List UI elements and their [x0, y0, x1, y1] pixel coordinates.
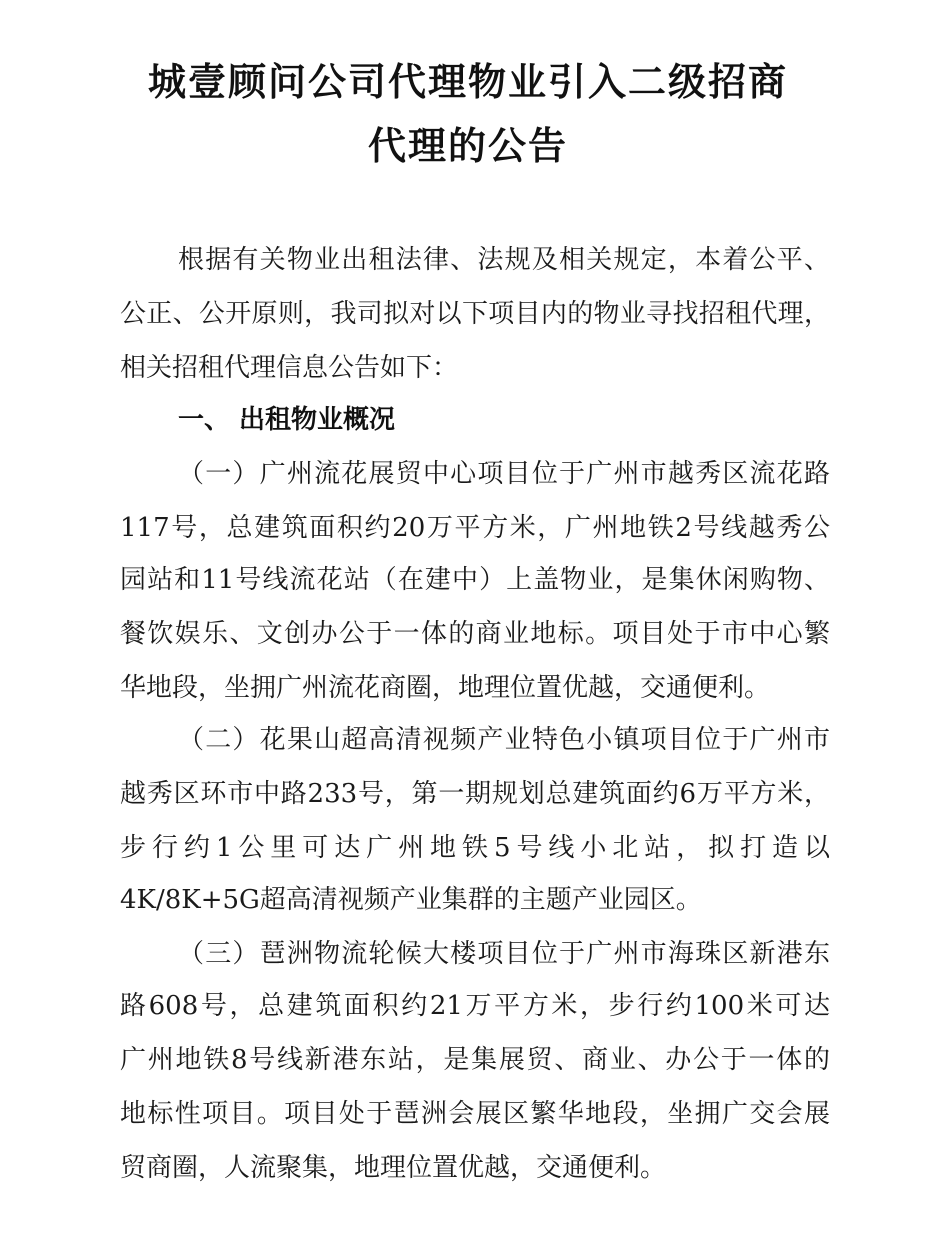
item2-line-4: 4K/8K+5G超高清视频产业集群的主题产业园区。 — [120, 885, 702, 915]
item3-line-5: 贸商圈，人流聚集，地理位置优越，交通便利。 — [120, 1153, 667, 1183]
item2-line-2: 越秀区环市中路233号，第一期规划总建筑面约6万平方米， — [120, 779, 830, 809]
item2-line-3: 步行约1公里可达广州地铁5号线小北站，拟打造以 — [120, 833, 830, 863]
item1-line-4: 餐饮娱乐、文创办公于一体的商业地标。项目处于市中心繁 — [120, 619, 830, 649]
item1-line-5: 华地段，坐拥广州流花商圈，地理位置优越，交通便利。 — [120, 673, 771, 703]
item1-line-3: 园站和11号线流花站（在建中）上盖物业，是集休闲购物、 — [120, 565, 830, 595]
item1-line-1: （一）广州流花展贸中心项目位于广州市越秀区流花路 — [178, 459, 830, 489]
item1-line-2: 117号，总建筑面积约20万平方米，广州地铁2号线越秀公 — [120, 513, 830, 543]
item3-line-1: （三）琶洲物流轮候大楼项目位于广州市海珠区新港东 — [178, 939, 830, 969]
section-heading-overview: 一、 出租物业概况 — [178, 405, 396, 435]
item3-line-3: 广州地铁8号线新港东站，是集展贸、商业、办公于一体的 — [120, 1045, 830, 1075]
document-title-line-1: 城壹顾问公司代理物业引入二级招商 — [147, 60, 788, 104]
intro-line-1: 根据有关物业出租法律、法规及相关规定，本着公平、 — [178, 245, 830, 275]
intro-line-2: 公正、公开原则，我司拟对以下项目内的物业寻找招租代理， — [120, 299, 830, 329]
item3-line-2: 路608号，总建筑面积约21万平方米，步行约100米可达 — [120, 991, 830, 1021]
item2-line-1: （二）花果山超高清视频产业特色小镇项目位于广州市 — [178, 725, 830, 755]
document-title-line-2: 代理的公告 — [367, 124, 568, 168]
item3-line-4: 地标性项目。项目处于琶洲会展区繁华地段，坐拥广交会展 — [120, 1099, 830, 1129]
intro-line-3: 相关招租代理信息公告如下： — [120, 353, 459, 383]
